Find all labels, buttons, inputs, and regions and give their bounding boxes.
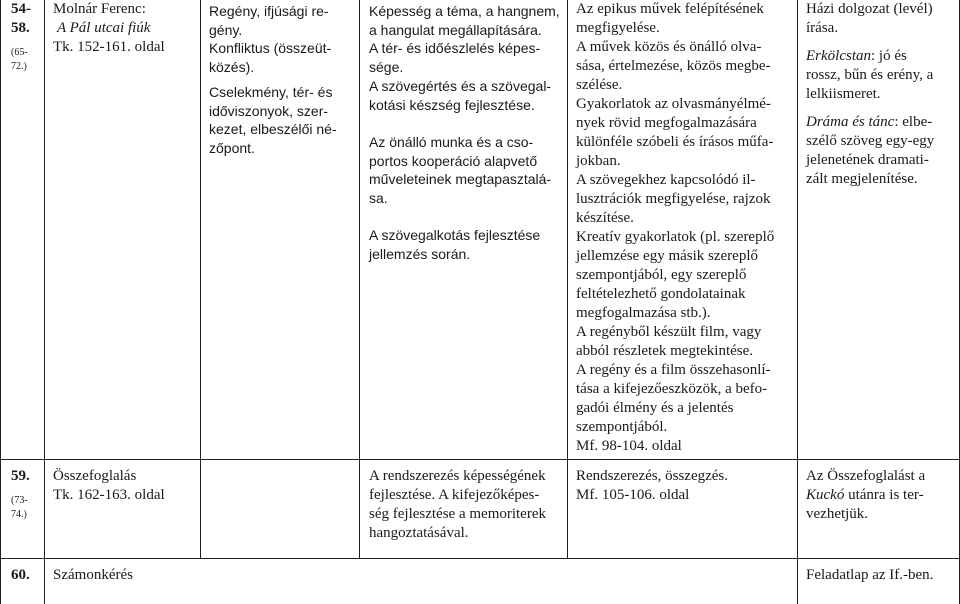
column-divider (797, 0, 798, 604)
topic-author: Molnár Ferenc: (53, 1, 146, 17)
skills-line: ség fejlesztése a memoriterek (369, 506, 546, 522)
activities-line: Mf. 98-104. oldal (576, 438, 682, 454)
activities-line: nyek rövid megfogalmazására (576, 115, 757, 131)
activities-line: Kreatív gyakorlatok (pl. szereplő (576, 229, 775, 245)
concepts-line: időviszonyok, szer- (209, 102, 329, 119)
lesson-number: 54- 58. (11, 1, 31, 36)
skills-line: A szövegalkotás fejlesztése (369, 227, 541, 244)
activities-line: különféle szóbeli és írásos műfa- (576, 134, 774, 150)
topic-pages: Tk. 152-161. oldal (53, 39, 165, 55)
subject-drama: Dráma és tánc (806, 114, 895, 130)
connections-cell (806, 467, 958, 524)
activities-line: Gyakorlatok az olvasmányélmé- (576, 96, 771, 112)
concepts-line: Cselekmény, tér- és (209, 83, 333, 100)
activities-line: gadói élmény és a jelentés (576, 400, 734, 416)
connections-line (806, 486, 958, 505)
skills-line: kotási készség fejlesztése. (369, 96, 535, 113)
skills-line: sége. (369, 59, 404, 76)
topic-title: A Pál utcai fiúk (57, 20, 151, 36)
concepts-line: közés). (209, 59, 255, 76)
skills-line: a hangulat megállapítására. (369, 21, 542, 38)
spacer (369, 114, 565, 133)
activities-line: lusztrációk megfigyelése, rajzok (576, 191, 771, 207)
connections-line: Házi dolgozat (levél) (806, 1, 933, 17)
topic-cell (53, 0, 199, 57)
row-divider (0, 558, 960, 559)
lesson-number: 60. (11, 567, 30, 583)
activities-line: A regényből készült film, vagy (576, 324, 762, 340)
activities-line: jellemzése egy másik szereplő (576, 248, 759, 264)
activities-line: tása a kifejezőeszközök, a befo- (576, 381, 768, 397)
table-border-left (0, 0, 1, 604)
topic-title: Összefoglalás (53, 468, 137, 484)
column-divider (567, 0, 568, 559)
activities-line: Mf. 105-106. oldal (576, 487, 690, 503)
page-range: (73- 74.) (11, 495, 28, 520)
page-range: (65- 72.) (11, 47, 28, 72)
activities-line: A regény és a film összehasonlí- (576, 362, 771, 378)
connections-line: rossz, bűn és erény, a (806, 67, 934, 83)
skills-line: műveleteinek megtapasztalá- (369, 171, 552, 188)
concepts-line: kezet, elbeszélői né- (209, 121, 337, 138)
connections-line (806, 47, 958, 66)
skills-line: jellemzés során. (369, 246, 471, 263)
connections-line: zált megjelenítése. (806, 171, 918, 187)
skills-line: portos kooperáció alapvető (369, 152, 538, 169)
concepts-cell (209, 2, 359, 158)
skills-line: hangoztatásával. (369, 525, 469, 541)
activities-cell (576, 0, 796, 456)
connections-line: szélő szöveg egy-egy (806, 133, 935, 149)
skills-line: A rendszerezés képességének (369, 468, 546, 484)
skills-cell (369, 2, 565, 264)
lesson-number-cell (11, 467, 30, 522)
connections-line: Az Összefoglalást a (806, 468, 926, 484)
topic-cell (53, 467, 165, 505)
skills-line: Képesség a téma, a hangnem, (369, 3, 560, 19)
concepts-line: gény. (209, 21, 243, 38)
spacer (369, 208, 565, 227)
activities-line: készítése. (576, 210, 634, 226)
activities-cell (576, 467, 796, 505)
activities-line: megfigyelése. (576, 20, 660, 36)
connections-text: utánra is ter- (844, 487, 924, 503)
concepts-line: Regény, ifjúsági re- (209, 3, 329, 19)
skills-line: Az önálló munka és a cso- (369, 133, 534, 150)
column-divider (200, 0, 201, 559)
activities-line: megfogalmazása stb.). (576, 305, 711, 321)
activities-line: A szövegekhez kapcsolódó il- (576, 172, 756, 188)
connections-line: lelkiismeret. (806, 86, 881, 102)
activities-line: jokban. (576, 153, 621, 169)
topic-cell (53, 566, 133, 585)
connections-text: : jó és (871, 48, 907, 64)
connections-line: Feladatlap az If.-ben. (806, 567, 934, 583)
concepts-line: Konfliktus (összeüt- (209, 40, 332, 57)
activities-line: sása, értelmezése, közös megbe- (576, 58, 771, 74)
kucko-title: Kuckó (806, 487, 845, 503)
lesson-number: 59. (11, 468, 30, 484)
row-divider (0, 459, 960, 460)
activities-line: abból részletek megtekintése. (576, 343, 754, 359)
skills-line: A tér- és időészlelés képes- (369, 40, 541, 57)
connections-line: írása. (806, 20, 839, 36)
activities-line: szélése. (576, 77, 623, 93)
activities-line: Rendszerezés, összegzés. (576, 468, 729, 484)
connections-line: jelenetének dramati- (806, 152, 929, 168)
column-divider (359, 0, 360, 559)
skills-cell (369, 467, 565, 543)
activities-line: feltételezhető gondolatainak (576, 286, 746, 302)
activities-line: Az epikus művek felépítésének (576, 1, 764, 17)
connections-cell (806, 0, 958, 189)
connections-line (806, 113, 958, 132)
lesson-number-cell (11, 0, 31, 74)
activities-line: A művek közös és önálló olva- (576, 39, 762, 55)
lesson-number-cell (11, 566, 30, 585)
activities-line: szempontjából, egy szereplő (576, 267, 747, 283)
activities-line: szempontjából. (576, 419, 668, 435)
skills-line: sa. (369, 190, 388, 207)
connections-text: : elbe- (894, 114, 933, 130)
concepts-line: zőpont. (209, 139, 255, 156)
skills-line: A szövegértés és a szövegal- (369, 77, 552, 94)
skills-line: fejlesztése. A kifejezőképes- (369, 487, 540, 503)
subject-ethics: Erkölcstan (806, 48, 871, 64)
topic-title: Számonkérés (53, 567, 133, 583)
column-divider (44, 0, 45, 604)
topic-pages: Tk. 162-163. oldal (53, 487, 165, 503)
connections-cell (806, 566, 958, 585)
connections-line: vezhetjük. (806, 506, 869, 522)
